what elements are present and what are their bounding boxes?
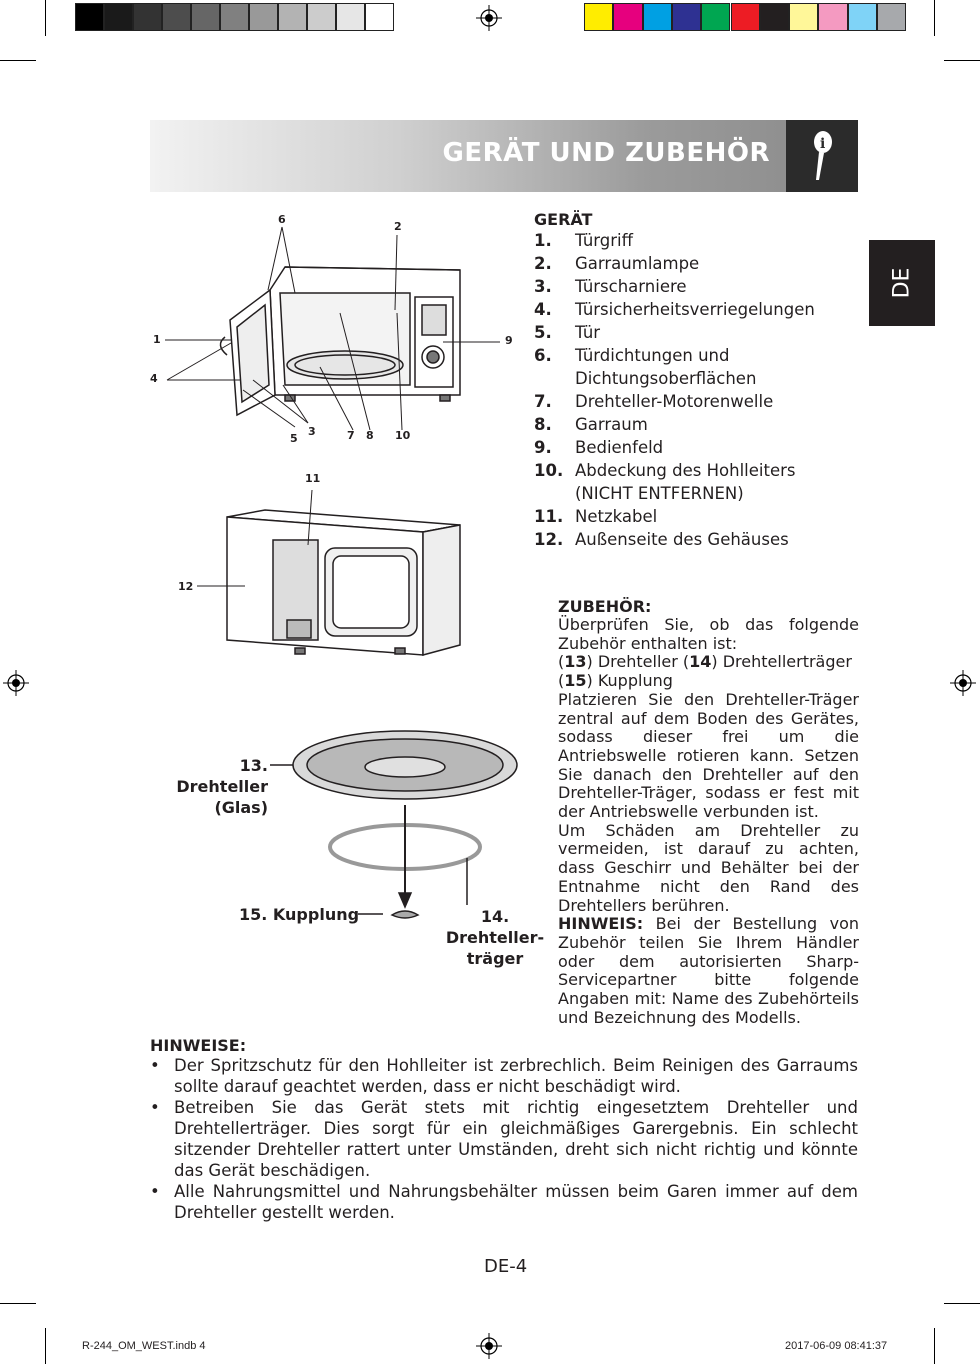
svg-text:i: i [820,136,826,152]
gray-swatch [162,3,191,31]
zubehoer-para1: Platzieren Sie den Drehteller-Träger zentral auf dem Boden des Gerätes, sodass dieser frei um die Antriebswelle rotieren kann. Setzen Sie danach den Drehteller auf den Drehteller-Träger, sodass er fest mit der Antriebswelle verbunden ist. [558,689,859,822]
microwave-front-diagram [145,205,525,455]
crop-mark [45,1328,46,1364]
item-number: 11. [534,507,564,526]
gray-swatch [133,3,162,31]
gray-swatch [336,3,365,31]
callout-traeger [434,906,556,969]
gray-swatch [104,3,133,31]
color-swatch [848,3,877,31]
item-label: Tür [575,323,601,342]
list-item [534,321,854,344]
item-number: 14 [689,652,712,672]
item-number: 8. [534,415,552,434]
crop-mark [45,0,46,36]
language-tab [869,240,935,326]
item-number: 6. [534,346,552,365]
list-item [534,505,854,528]
item-label: Netzkabel [575,507,658,526]
item-label: Türsicherheitsverriegelungen [575,300,815,319]
gray-swatch [307,3,336,31]
diagram-label: 6 [278,213,286,226]
callout-kupplung: 15. Kupplung [239,905,360,924]
hinweis-label: HINWEIS: [558,914,644,934]
color-swatch [701,3,730,31]
item-label: Garraumlampe [575,254,700,273]
diagram-label: 3 [308,425,316,438]
diagram-label: 8 [366,429,374,442]
gray-swatch [75,3,104,31]
item-number: 4. [534,300,552,319]
registration-mark-icon [476,5,502,31]
text-fragment: ( [558,652,565,672]
diagram-label: 9 [505,334,513,347]
geraet-list [534,229,854,551]
note-item: • Der Spritzschutz für den Hohlleiter ist zerbrechlich. Beim Reinigen des Garraums sollte darauf geachtet werden, dass er nicht beschädigt wird. [150,1055,858,1097]
diagram-label: 1 [153,333,161,346]
item-number: 7. [534,392,552,411]
accessories-diagram [265,725,555,925]
list-item [534,229,854,252]
item-label: Drehteller-Motorenwelle [575,392,774,411]
crop-mark [944,1303,980,1304]
color-swatch [877,3,906,31]
zubehoer-hinweis [558,915,859,1027]
registration-mark-icon [950,670,976,696]
list-item [534,275,854,298]
text-fragment: ) Kupplung [586,671,673,691]
color-swatch [760,3,789,31]
callout-line: träger [466,949,524,968]
footer-timestamp: 2017-06-09 08:41:37 [785,1340,888,1352]
diagram-label: 10 [395,429,411,442]
zubehoer-title: ZUBEHÖR: [558,597,652,616]
item-number: 12. [534,530,564,549]
list-item [534,344,854,390]
list-item [534,413,854,436]
registration-mark-icon [476,1333,502,1359]
item-label: Abdeckung des Hohlleiters (NICHT ENTFERNEN) [575,461,796,503]
color-swatch [789,3,818,31]
zubehoer-para2: Um Schäden am Drehteller zu vermeiden, ist darauf zu achten, dass Geschirr und Behälter bei der Entnahme nicht den Rand des Drehtellers berühren. [558,820,859,915]
diagram-label: 11 [305,472,321,485]
item-label: Garraum [575,415,648,434]
item-number: 3. [534,277,552,296]
gray-swatch [249,3,278,31]
zubehoer-intro: Überprüfen Sie, ob das folgende Zubehör enthalten ist: [558,615,859,653]
text-fragment: ) Drehtellerträger ( [558,652,852,691]
list-item [534,436,854,459]
list-item [534,298,854,321]
geraet-section [534,210,854,551]
color-swatch [613,3,642,31]
crop-mark [0,60,36,61]
color-swatch [584,3,613,31]
crop-mark [944,60,980,61]
diagram-label: 5 [290,432,298,445]
hinweise-title: HINWEISE: [150,1036,247,1055]
color-swatch [672,3,701,31]
microwave-back-diagram [175,480,475,665]
item-number: 13 [564,652,587,672]
geraet-title: GERÄT [534,210,593,229]
gray-swatch [365,3,394,31]
list-item [534,528,854,551]
item-number: 2. [534,254,552,273]
item-number: 10. [534,461,564,480]
gray-swatch [278,3,307,31]
footer-file: R-244_OM_WEST.indb 4 [82,1340,206,1352]
item-number: 9. [534,438,552,457]
crop-mark [934,0,935,36]
diagram-label: 4 [150,372,158,385]
item-label: Türscharniere [575,277,687,296]
page-number: DE-4 [484,1256,528,1277]
item-label: Türdichtungen und Dichtungsoberflächen [575,346,757,388]
hinweise-list [150,1055,858,1223]
section-header [150,120,858,192]
hinweise-section [150,1036,858,1223]
page-title: GERÄT UND ZUBEHÖR [442,138,770,168]
list-item [534,390,854,413]
diagram-label: 12 [178,580,194,593]
color-swatch [818,3,847,31]
hinweis-text: Bei der Bestellung von Zubehör teilen Sie Ihrem Händler oder dem autorisierten Sharp-Servicepartner bitte folgende Angaben mit: Name des Zubehörteils und Bezeichnung des Modells. [558,914,859,1027]
note-item: • Betreiben Sie das Gerät stets mit richtig eingesetztem Drehteller und Drehtellerträger. Dies sorgt für ein gleichmäßiges Garergebnis. Ein schlecht sitzender Drehteller rattert unter Umständen, dreht sich nicht richtig und könnte das Gerät beschädigen. [150,1097,858,1181]
callout-line: 13. Drehteller [176,756,268,796]
registration-mark-icon [3,670,29,696]
item-number: 1. [534,231,552,250]
item-label: Außenseite des Gehäuses [575,530,789,549]
item-number: 5. [534,323,552,342]
note-item: • Alle Nahrungsmittel und Nahrungsbehälter müssen beim Garen immer auf dem Drehteller gestellt werden. [150,1181,858,1223]
gray-swatch [220,3,249,31]
zubehoer-items [558,653,859,690]
crop-mark [934,1328,935,1364]
diagram-label: 2 [394,220,402,233]
item-number: 15 [564,671,587,691]
language-code: DE [889,267,915,299]
info-pen-icon [786,120,858,192]
crop-mark [0,1303,36,1304]
callout-drehteller [150,755,268,818]
gray-swatch [191,3,220,31]
callout-line: 14. Drehteller- [445,907,545,947]
item-label: Bedienfeld [575,438,664,457]
callout-line: (Glas) [214,798,268,817]
list-item [534,252,854,275]
item-label: Türgriff [575,231,633,250]
color-swatch [643,3,672,31]
list-item [534,459,854,505]
zubehoer-section [558,597,859,1027]
diagram-label: 7 [347,429,355,442]
text-fragment: ) Drehteller ( [586,652,690,672]
color-swatch [731,3,760,31]
